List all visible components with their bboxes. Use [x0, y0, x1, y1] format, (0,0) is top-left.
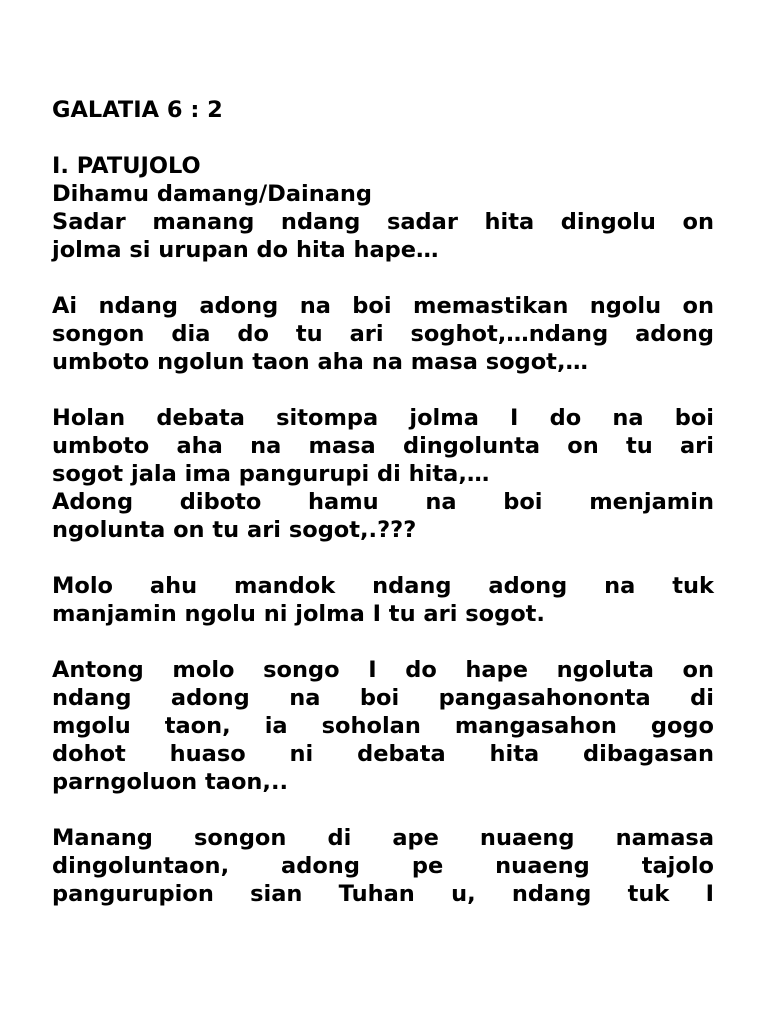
paragraph-line: Manang songon di ape nuaeng namasa	[52, 825, 714, 851]
blank-line	[52, 376, 714, 404]
paragraph-line: umboto aha na masa dingolunta on tu ari	[52, 433, 714, 459]
paragraph-line: ngolunta on tu ari sogot,.???	[52, 517, 417, 543]
paragraph-line: parngoluon taon,..	[52, 769, 289, 795]
blank-line	[52, 264, 714, 292]
paragraph-6	[52, 824, 714, 908]
blank-line	[52, 628, 714, 656]
paragraph-4	[52, 572, 714, 628]
paragraph-line: Antong molo songo I do hape ngoluta on	[52, 657, 714, 683]
paragraph-line: pangurupion sian Tuhan u, ndang tuk I	[52, 881, 714, 907]
document-title: GALATIA 6 : 2	[52, 97, 223, 123]
paragraph-line: Adong diboto hamu na boi menjamin	[52, 489, 714, 515]
paragraph-line: umboto ngolun taon aha na masa sogot,…	[52, 349, 588, 375]
document-page	[52, 96, 714, 908]
paragraph-3	[52, 404, 714, 544]
section-heading: I. PATUJOLO	[52, 153, 201, 179]
paragraph-line: Ai ndang adong na boi memastikan ngolu on	[52, 293, 714, 319]
paragraph-line: Molo ahu mandok ndang adong na tuk	[52, 573, 714, 599]
paragraph-line: manjamin ngolu ni jolma I tu ari sogot.	[52, 601, 545, 627]
paragraph-2	[52, 292, 714, 376]
blank-line	[52, 124, 714, 152]
blank-line	[52, 796, 714, 824]
paragraph-line: dohot huaso ni debata hita dibagasan	[52, 741, 714, 767]
paragraph-5	[52, 656, 714, 796]
paragraph-line: sogot jala ima pangurupi di hita,…	[52, 461, 490, 487]
blank-line	[52, 544, 714, 572]
paragraph-line: dingoluntaon, adong pe nuaeng tajolo	[52, 853, 714, 879]
paragraph-line: songon dia do tu ari soghot,…ndang adong	[52, 321, 714, 347]
paragraph-line: Holan debata sitompa jolma I do na boi	[52, 405, 714, 431]
paragraph-line: Sadar manang ndang sadar hita dingolu on	[52, 209, 714, 235]
paragraph-line: ndang adong na boi pangasahononta di	[52, 685, 714, 711]
paragraph-line: mgolu taon, ia soholan mangasahon gogo	[52, 713, 714, 739]
greeting: Dihamu damang/Dainang	[52, 181, 373, 207]
paragraph-1	[52, 208, 714, 264]
paragraph-line: jolma si urupan do hita hape…	[52, 237, 439, 263]
